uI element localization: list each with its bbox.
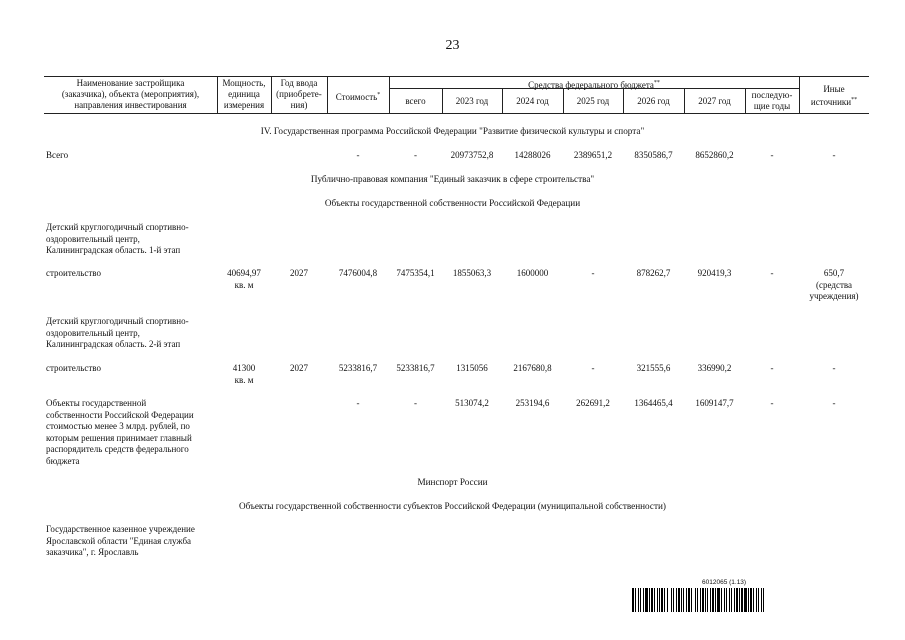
object-2-2027: 336990,2	[697, 363, 732, 373]
object-2-other: -	[832, 363, 836, 373]
header-2027: 2027 год	[698, 96, 731, 106]
object-1-2025: -	[591, 268, 595, 278]
object-3-2025: 262691,2	[576, 398, 610, 408]
row-total-2026: 8350586,7	[634, 150, 673, 160]
object-2-capacity: 41300 кв. м	[232, 363, 256, 385]
object-1-2024: 1600000	[516, 268, 549, 278]
object-1-2027: 920419,3	[697, 268, 732, 278]
object-3-2027: 1609147,7	[695, 398, 734, 408]
object-3-cost: -	[356, 398, 360, 408]
table-top-border	[44, 76, 869, 77]
table-header-bottom-border	[44, 113, 869, 114]
header-2025: 2025 год	[576, 96, 610, 106]
object-2-cost: 5233816,7	[338, 363, 378, 373]
object-3-other: -	[832, 398, 836, 408]
section-ministry-title: Минспорт России	[417, 477, 488, 487]
section-company-title: Публично-правовая компания "Единый заказчик в сфере строительства"	[310, 174, 595, 184]
object-1-cost: 7476004,8	[338, 268, 378, 278]
header-name: Наименование застройщика (заказчика), объекта (мероприятия), направления инвестирования	[61, 78, 200, 110]
header-other: Иные источники**	[810, 84, 858, 107]
header-later: последую- щие годы	[751, 90, 793, 111]
object-1-year: 2027	[290, 268, 308, 278]
object-1-total: 7475354,1	[396, 268, 435, 278]
section-program-title: IV. Государственная программа Российской Федерации "Развитие физической культуры и спорта"	[260, 126, 645, 136]
header-year: Год ввода (приобрете- ния)	[276, 78, 322, 110]
section-subject-objects-title: Объекты государственной собственности субъектов Российской Федерации (муниципальной собственности)	[239, 501, 666, 511]
object-2-direction: строительство	[46, 363, 101, 373]
row-total-cost: -	[356, 150, 360, 160]
object-2-later: -	[770, 363, 774, 373]
barcode	[632, 588, 862, 612]
object-1-title: Детский круглогодичный спортивно- оздоровительный центр, Калининградская область. 1-й этап	[46, 222, 189, 255]
object-1-other: 650,7 (средства учреждения)	[809, 268, 859, 301]
object-3-later: -	[770, 398, 774, 408]
barcode-id: 6012065 (1.13)	[702, 579, 747, 586]
object-4-title: Государственное казенное учреждение Ярославской области "Единая служба заказчика", г. Ярославль	[46, 524, 195, 557]
object-1-2026: 878262,7	[636, 268, 671, 278]
object-2-2023: 1315056	[456, 363, 488, 373]
header-total: всего	[405, 96, 426, 106]
object-2-title: Детский круглогодичный спортивно- оздоровительный центр, Калининградская область. 2-й этап	[46, 316, 189, 349]
row-total-other: -	[832, 150, 836, 160]
header-cost: Стоимость*	[335, 92, 381, 102]
object-1-2023: 1855063,3	[452, 268, 492, 278]
object-3-title: Объекты государственной собственности Российской Федерации стоимостью менее 3 млрд. рублей, по которым решения принимает главный распорядитель средств федерального бюджета	[46, 398, 194, 466]
header-2026: 2026 год	[637, 96, 670, 106]
section-federal-objects-title: Объекты государственной собственности Российской Федерации	[324, 198, 581, 208]
row-total-later: -	[770, 150, 774, 160]
object-1-capacity: 40694,97 кв. м	[227, 268, 261, 290]
row-total-2027: 8652860,2	[695, 150, 734, 160]
object-3-2026: 1364465,4	[634, 398, 673, 408]
object-2-2026: 321555,6	[636, 363, 671, 373]
object-2-2025: -	[591, 363, 595, 373]
row-total-2024: 14288026	[514, 150, 551, 160]
header-2023: 2023 год	[455, 96, 489, 106]
object-2-2024: 2167680,8	[513, 363, 552, 373]
row-total-total: -	[414, 150, 417, 160]
header-federal: Средства федерального бюджета**	[528, 80, 660, 90]
row-total-2025: 2389651,2	[573, 150, 613, 160]
row-total-2023: 20973752,8	[450, 150, 494, 160]
header-capacity: Мощность, единица измерения	[222, 78, 266, 110]
row-total-name: Всего	[46, 150, 69, 160]
object-1-direction: строительство	[46, 268, 101, 278]
header-2024: 2024 год	[516, 96, 549, 106]
object-2-year: 2027	[290, 363, 308, 373]
object-3-2023: 513074,2	[455, 398, 489, 408]
page-number: 23	[445, 38, 460, 53]
object-1-later: -	[770, 268, 774, 278]
object-3-2024: 253194,6	[515, 398, 550, 408]
object-3-total: -	[414, 398, 417, 408]
object-2-total: 5233816,7	[396, 363, 435, 373]
